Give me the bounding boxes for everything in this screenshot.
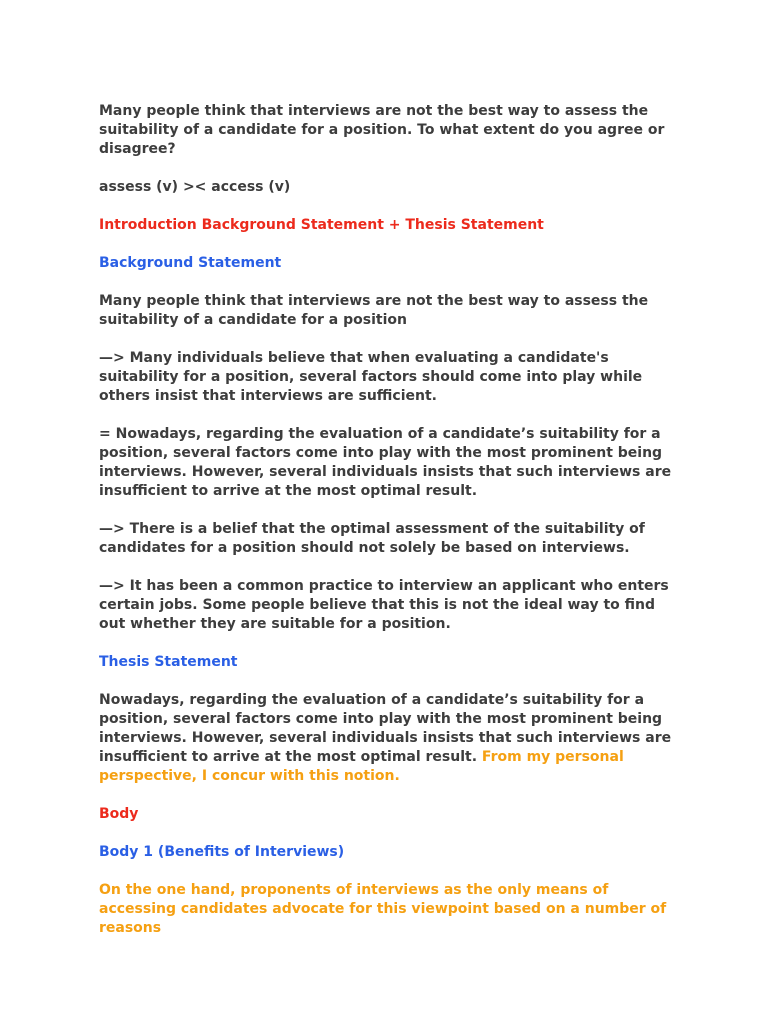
essay-prompt: Many people think that interviews are not the best way to assess the suitability of a candidate for a position. To what extent do you agree or disagree?: [99, 103, 665, 157]
introduction-section: [99, 216, 672, 235]
body-heading: Body: [99, 806, 139, 822]
background-original: Many people think that interviews are not the best way to assess the suitability of a candidate for a position: [99, 293, 649, 328]
background-paraphrase-1: —> Many individuals believe that when evaluating a candidate's suitability for a position, several factors should come into play while others insist that interviews are sufficient.: [99, 350, 643, 404]
introduction-structure: Background Statement + Thesis Statement: [201, 217, 544, 233]
background-statement-heading: Background Statement: [99, 255, 282, 271]
thesis-text: Nowadays, regarding the evaluation of a candidate’s suitability for a position, several factors come into play with the most prominent being interviews. However, several individuals insists that such interviews are insufficient to arrive at the most optimal result.: [99, 692, 672, 765]
thesis-paragraph: [99, 691, 672, 786]
body-1-heading: Body 1 (Benefits of Interviews): [99, 844, 345, 860]
thesis-statement-heading: Thesis Statement: [99, 654, 238, 670]
background-paraphrase-2: = Nowadays, regarding the evaluation of a candidate’s suitability for a position, several factors come into play with the most prominent being interviews. However, several individuals insists that such interviews are insufficient to arrive at the most optimal result.: [99, 426, 672, 499]
background-paraphrase-3: —> There is a belief that the optimal assessment of the suitability of candidates for a position should not solely be based on interviews.: [99, 521, 645, 556]
background-paraphrase-4: —> It has been a common practice to interview an applicant who enters certain jobs. Some people believe that this is not the ideal way to find out whether they are suitable for a position.: [99, 578, 669, 632]
body-1-opening: On the one hand, proponents of interviews as the only means of accessing candidates advocate for this viewpoint based on a number of reasons: [99, 882, 667, 936]
thesis-highlight: From my personal perspective, I concur with this notion.: [99, 749, 624, 784]
vocab-note: assess (v) >< access (v): [99, 179, 291, 195]
introduction-heading: Introduction: [99, 217, 197, 233]
